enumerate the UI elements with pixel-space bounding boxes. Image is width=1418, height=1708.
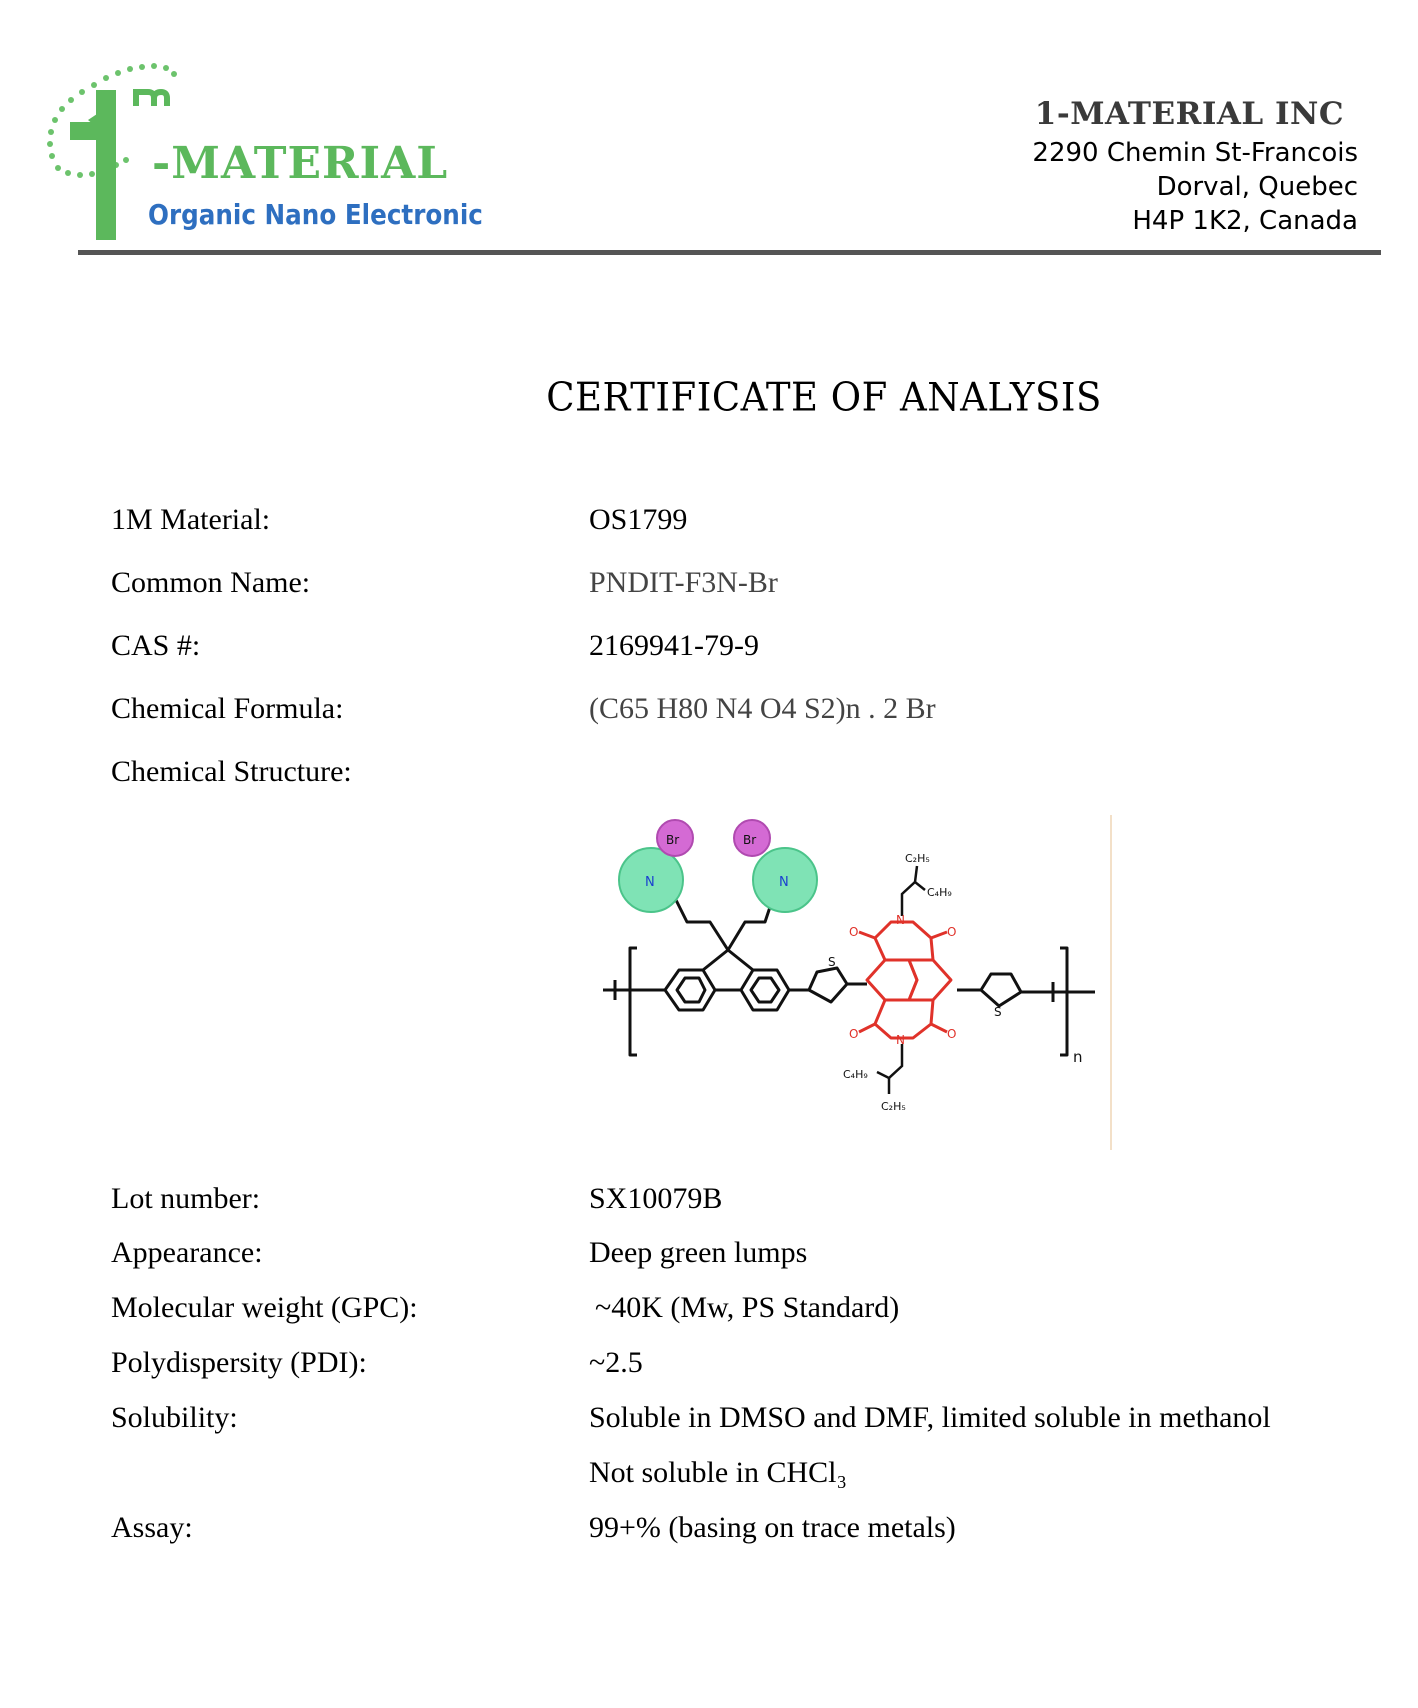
field-value: ~40K (Mw, PS Standard) <box>595 1291 900 1324</box>
oxygen-label-4: O <box>947 1027 957 1041</box>
field-label: Solubility: <box>111 1401 238 1434</box>
field-value: ~2.5 <box>589 1346 643 1379</box>
ndi-core <box>859 922 951 1038</box>
thiophene-ring-2 <box>981 974 1021 1006</box>
ethyl-label-top: C₂H₅ <box>905 852 930 865</box>
field-label: Lot number: <box>111 1182 261 1215</box>
header-divider <box>78 250 1381 255</box>
sulfur-label-1: S <box>828 955 836 969</box>
field-value: Soluble in DMSO and DMF, limited soluble in methanol <box>589 1401 1271 1434</box>
fluorene-ring-left <box>665 970 715 1010</box>
field-value: PNDIT-F3N-Br <box>589 566 778 599</box>
field-label: Chemical Formula: <box>111 692 344 725</box>
thiophene-ring-1 <box>809 968 847 1002</box>
butyl-label-top: C₄H₉ <box>927 886 952 899</box>
page-title: CERTIFICATE OF ANALYSIS <box>546 374 1102 421</box>
field-label: Polydispersity (PDI): <box>111 1346 367 1379</box>
butyl-label-bottom: C₄H₉ <box>843 1068 868 1081</box>
field-value: Deep green lumps <box>589 1236 808 1269</box>
field-label: Molecular weight (GPC): <box>111 1291 418 1324</box>
nitrogen-label-right: N <box>779 875 789 890</box>
address-line-2: Dorval, Quebec <box>1156 172 1358 202</box>
field-label: Chemical Structure: <box>111 755 352 788</box>
field-label: 1M Material: <box>111 503 271 536</box>
field-label: CAS #: <box>111 629 201 662</box>
field-label: Common Name: <box>111 566 311 599</box>
right-bracket <box>1060 948 1067 1055</box>
address-line-1: 2290 Chemin St-Francois <box>1032 138 1358 168</box>
field-value: SX10079B <box>589 1182 723 1215</box>
fluorene-bridge <box>703 950 753 970</box>
field-value: 2169941-79-9 <box>589 629 759 662</box>
company-logo <box>40 60 483 250</box>
nitrogen-label-left: N <box>645 875 655 890</box>
field-value: Not soluble in CHCl₃ <box>589 1456 847 1489</box>
oxygen-label-2: O <box>947 925 957 939</box>
fluorene-ring-left-inner <box>677 978 705 1002</box>
field-value: (C65 H80 N4 O4 S2)n . 2 Br <box>589 692 936 725</box>
fluorene-ring-right-inner <box>751 978 779 1002</box>
repeat-unit-label: n <box>1073 1048 1083 1066</box>
brand-tagline: Organic Nano Electronic <box>148 198 483 231</box>
ndi-nitrogen-top: N <box>896 913 905 927</box>
field-value: OS1799 <box>589 503 688 536</box>
fluorene-ring-right <box>741 970 789 1010</box>
left-bracket <box>630 948 637 1055</box>
company-address-block <box>1032 96 1358 238</box>
ethyl-label-bottom: C₂H₅ <box>881 1100 906 1113</box>
field-label: Assay: <box>111 1511 193 1544</box>
address-line-3: H4P 1K2, Canada <box>1132 206 1358 236</box>
sulfur-label-2: S <box>994 1005 1002 1019</box>
oxygen-label-3: O <box>849 1027 859 1041</box>
bromide-label-left: Br <box>666 833 680 847</box>
company-name: 1-MATERIAL INC <box>1034 96 1344 132</box>
ndi-nitrogen-bottom: N <box>896 1033 905 1047</box>
brand-name: -MATERIAL <box>152 138 449 189</box>
bromide-label-right: Br <box>743 833 757 847</box>
field-value: 99+% (basing on trace metals) <box>589 1511 956 1544</box>
field-label: Appearance: <box>111 1236 263 1269</box>
oxygen-label-1: O <box>849 925 859 939</box>
chemical-structure-diagram <box>595 810 1115 1155</box>
side-chain-left <box>675 898 728 950</box>
